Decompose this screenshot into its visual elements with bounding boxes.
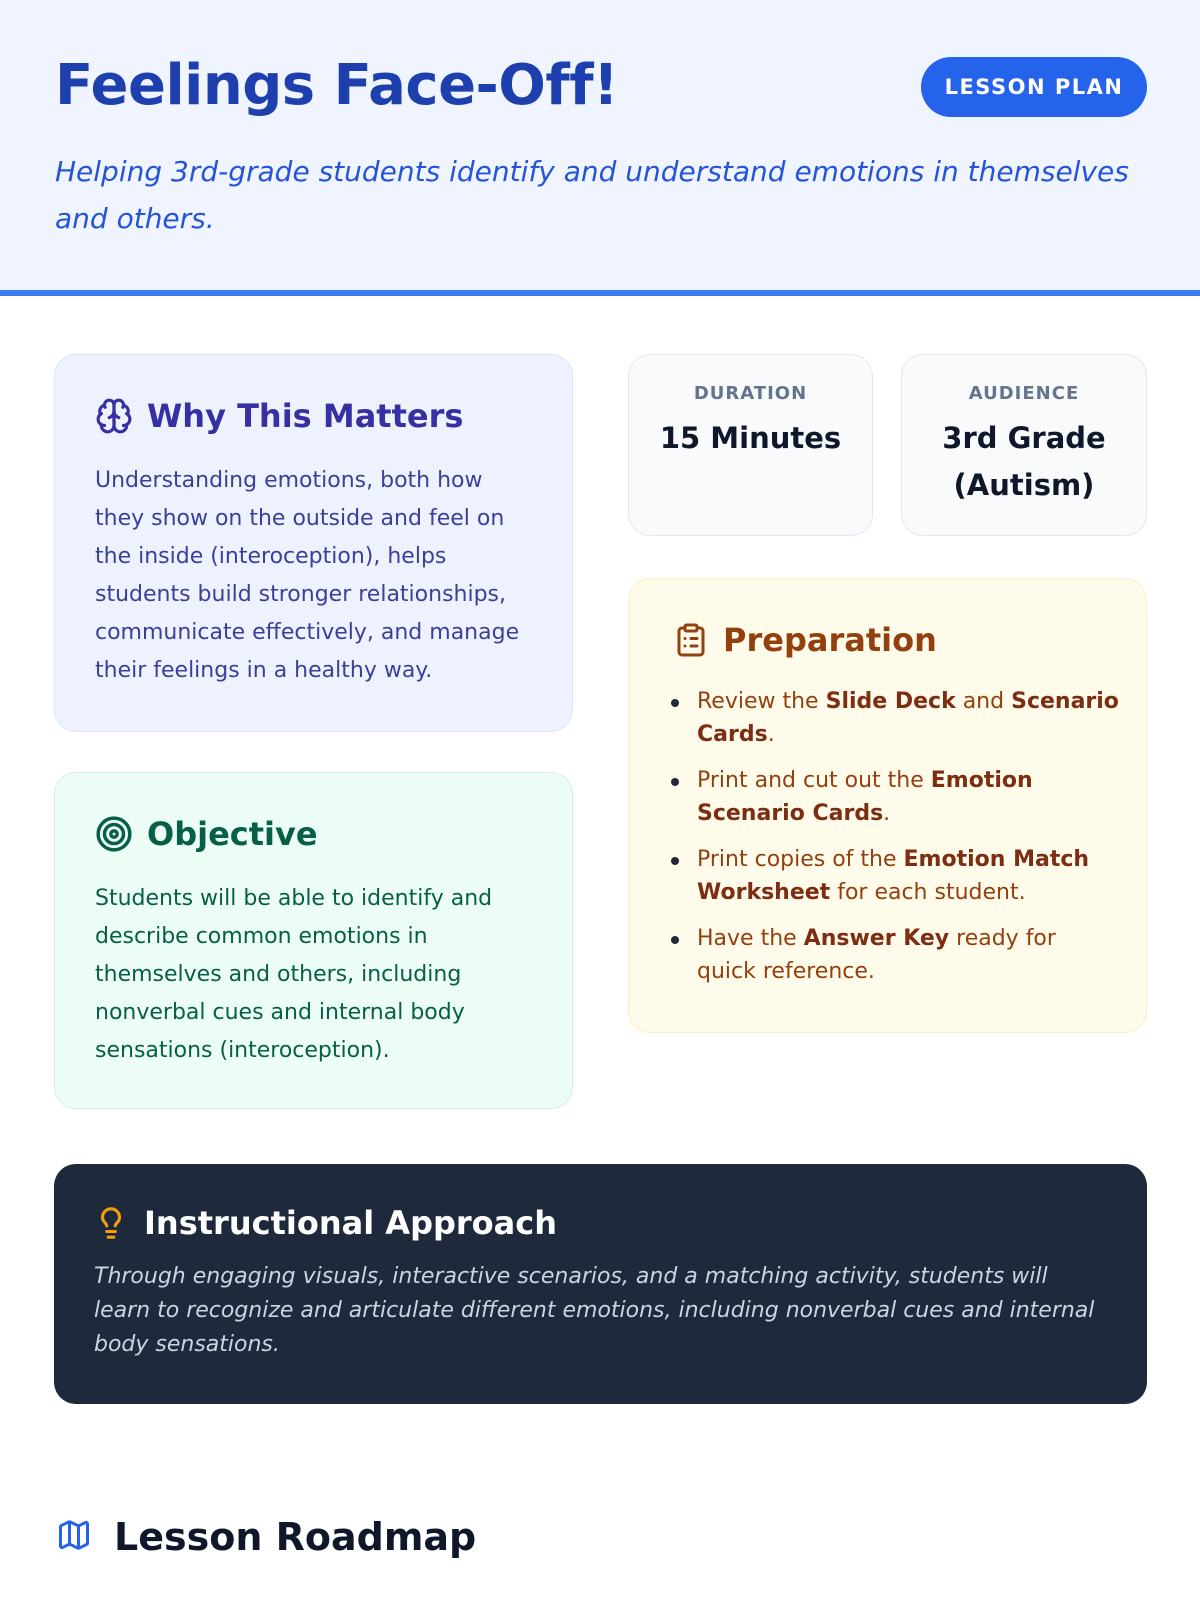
list-item: Review the Slide Deck and Scenario Cards. [669,685,1119,751]
approach-card-header [94,1204,557,1242]
roadmap-title: Lesson Roadmap [114,1515,477,1559]
preparation-card-title: Preparation [723,621,937,659]
why-card-text: Understanding emotions, both how they show on the outside and feel on the inside (interoception), helps students build stronger relationships, communicate effectively, and manage their feelings in a healthy way. [95,468,520,683]
objective-card [54,772,573,1109]
lesson-plan-badge: LESSON PLAN [921,57,1147,117]
audience-card [901,354,1147,536]
list-item: Print and cut out the Emotion Scenario Cards. [669,764,1119,830]
objective-card-text: Students will be able to identify and describe common emotions in themselves and others, including nonverbal cues and internal body sensations (interoception). [95,886,493,1063]
approach-card-text: Through engaging visuals, interactive scenarios, and a matching activity, students will learn to recognize and articulate different emotions, including nonverbal cues and internal body sensations. [94,1264,1095,1357]
lightbulb-icon [94,1204,128,1242]
page-subtitle: Helping 3rd-grade students identify and understand emotions in themselves and others. [55,155,1129,235]
clipboard-icon [673,621,709,659]
objective-card-header [95,815,318,853]
map-icon [56,1517,92,1557]
audience-value: 3rd Grade (Autism) [942,421,1106,502]
objective-card-title: Objective [147,815,318,853]
why-card-title: Why This Matters [147,397,464,435]
duration-value: 15 Minutes [659,421,842,455]
approach-card-title: Instructional Approach [144,1204,557,1242]
preparation-card-header [673,621,937,659]
list-item: Print copies of the Emotion Match Worksheet for each student. [669,843,1119,909]
preparation-card [628,578,1147,1033]
preparation-list [669,685,1119,1001]
page-header [0,0,1200,296]
list-item: Have the Answer Key ready for quick reference. [669,922,1119,988]
duration-label: DURATION [693,383,808,404]
lesson-roadmap-heading [56,1515,476,1559]
page-title: Feelings Face-Off! [55,53,619,118]
duration-card [628,354,873,536]
instructional-approach-card [54,1164,1147,1404]
audience-label: AUDIENCE [968,383,1080,404]
why-this-matters-card [54,354,573,732]
why-card-header [95,397,463,435]
target-icon [95,815,133,853]
brain-icon [95,397,133,435]
